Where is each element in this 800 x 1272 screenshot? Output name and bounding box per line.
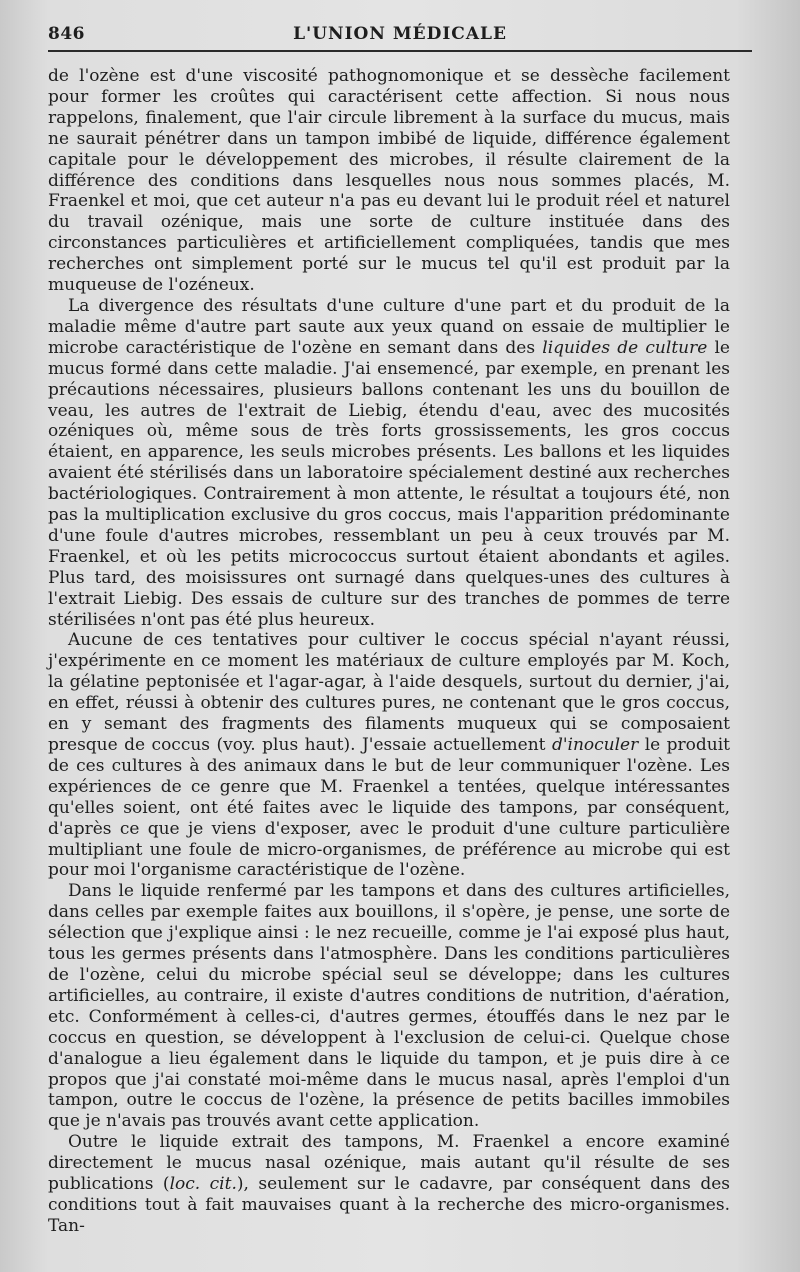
paragraph bbox=[48, 630, 730, 881]
paragraph bbox=[48, 881, 730, 1132]
page-number: 846 bbox=[48, 24, 85, 44]
running-title: L'UNION MÉDICALE bbox=[293, 24, 507, 44]
italic-text: d'inoculer bbox=[551, 735, 639, 755]
page-header bbox=[48, 22, 752, 52]
paragraph bbox=[48, 66, 730, 296]
paragraph-text: Dans le liquide renfermé par les tampons et dans des cultures artificielles, dans celles par exemple faites aux bouillons, il s'opère, je pense, une sorte de sélection que j'explique ainsi : le nez recueille, comme je l'ai exposé plus haut, tous les germes présents dans l'atmosphère. Dans les conditions particulières de l'ozène, celui du microbe spécial seul se développe; dans les cultures artificielles, au contraire, il existe d'autres conditions de nutrition, d'aération, etc. Conformément à celles-ci, d'autres germes, étouffés dans le nez par le coccus en question, se développent à l'exclusion de celui-ci. Quelque chose d'analogue a lieu également dans le liquide du tampon, et je puis dire à ce propos que j'ai constaté moi-même dans le mucus nasal, après l'emploi d'un tampon, outre le coccus de l'ozène, la présence de petits bacilles immobiles que je n'avais pas trouvés avant cette application. bbox=[48, 881, 730, 1132]
paragraph-text: de l'ozène est d'une viscosité pathognomonique et se dessèche facilement pour former les croûtes qui caractérisent cette affection. Si nous nous rappelons, finalement, que l'air circule librement à la surface du mucus, mais ne saurait pénétrer dans un tampon imbibé de liquide, différence également capitale pour le développement des microbes, il résulte clairement de la différence des conditions dans lesquelles nous nous sommes placés, M. Fraenkel et moi, que cet auteur n'a pas eu devant lui le produit réel et naturel du travail ozénique, mais une sorte de culture instituée dans des circonstances particulières et artificiellement compliquées, tandis que mes recherches ont simplement porté sur le mucus tel qu'il est produit par la muqueuse de l'ozéneux. bbox=[48, 66, 730, 296]
paragraph-text: La divergence des résultats d'une culture d'une part et du produit de la maladie même d'autre part saute aux yeux quand on essaie de multiplier le microbe caractéristique de l'ozène en semant dans des bbox=[48, 295, 730, 358]
paragraph-text: ), seulement sur le cadavre, par conséquent dans des conditions tout à fait mauvaises quant à la recherche des micro-organismes. Tan- bbox=[48, 1174, 730, 1236]
paragraph bbox=[48, 296, 730, 631]
paragraph-text: le mucus formé dans cette maladie. J'ai ensemencé, par exemple, en prenant les précautions nécessaires, plusieurs ballons contenant les uns du bouillon de veau, les autres de l'extrait de Liebig, étendu d'eau, avec des mucosités ozéniques où, même sous de très forts grossissements, les gros coccus étaient, en apparence, les seuls microbes présents. Les ballons et les liquides avaient été stérilisés dans un laboratoire spécialement destiné aux recherches bactériologiques. Contrairement à mon attente, le résultat a toujours été, non pas la multiplication exclusive du gros coccus, mais l'apparition prédominante d'une foule d'autres microbes, ressemblant un peu à ceux trouvés par M. Fraenkel, et où les petits micrococcus surtout étaient abondants et agiles. Plus tard, des moisissures ont surnagé dans quelques-unes des cultures à l'extrait Liebig. Des essais de culture sur des tranches de pommes de terre stérilisées n'ont pas été plus heureux. bbox=[48, 337, 730, 630]
body-text bbox=[48, 66, 730, 1237]
paragraph-text: le produit de ces cultures à des animaux dans le but de leur communiquer l'ozène. Les expériences de ce genre que M. Fraenkel a tentées, quelque intéressantes qu'elles soient, ont été faites avec le liquide des tampons, par conséquent, d'après ce que je viens d'exposer, avec le produit d'une culture particulière multipliant une foule de micro-organismes, de préférence au microbe qui est pour moi l'organisme caractéristique de l'ozène. bbox=[48, 735, 731, 881]
italic-text: liquides de culture bbox=[542, 337, 708, 358]
paragraph-text: Outre le liquide extrait des tampons, M. Fraenkel a encore examiné directement le mucus nasal ozénique, mais autant qu'il résulte de ses publications ( bbox=[48, 1132, 730, 1195]
paragraph bbox=[48, 1132, 730, 1237]
paragraph-text: Aucune de ces tentatives pour cultiver le coccus spécial n'ayant réussi, j'expérimente en ce moment les matériaux de culture employés par M. Koch, la gélatine peptonisée et l'agar-agar, à l'aide desquels, surtout du dernier, j'ai, en effet, réussi à obtenir des cultures pures, ne contenant que le gros coccus, en y semant des fragments des filaments muqueux qui se composaient presque de coccus (voy. plus haut). J'essaie actuellement bbox=[48, 630, 730, 755]
italic-text: loc. cit. bbox=[169, 1174, 237, 1195]
